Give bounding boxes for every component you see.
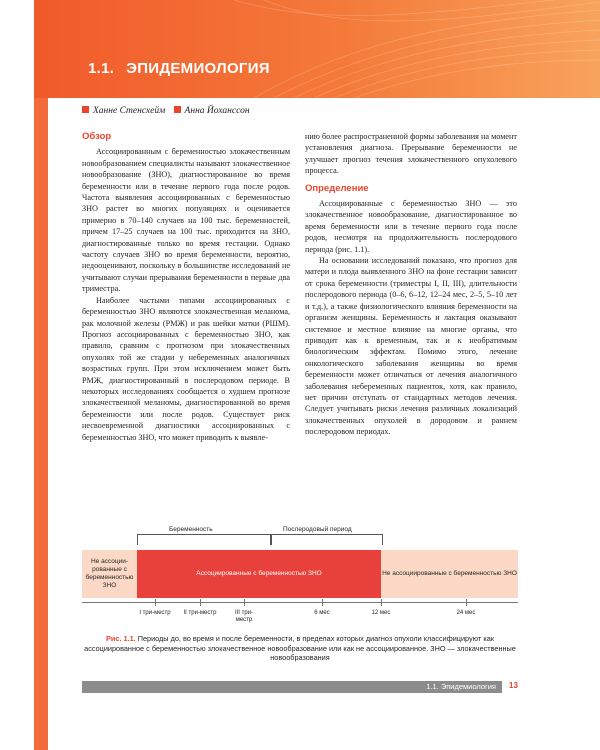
bracket-label-pregnancy: Беременность (166, 526, 216, 533)
tick-label-24-months: 24 мес (456, 610, 476, 616)
right-column (305, 131, 517, 438)
author-name: Анна Йоханссон (184, 106, 250, 116)
side-strip (34, 0, 48, 750)
chapter-title-text: ЭПИДЕМИОЛОГИЯ (126, 60, 270, 77)
box-associated: Ассоциированные с беременностью ЗНО (137, 550, 381, 598)
author-marker-icon (174, 106, 181, 113)
figure-timeline (82, 524, 518, 634)
tick (155, 599, 156, 606)
paragraph: Ассоциированные с беременностью ЗНО — это злокачественное новообразование, диагностированное во время беременности или в течение первого года после родов, несмотря на продолжительность послеродового периода (рис. 1.1). (305, 199, 517, 254)
paragraph: Наиболее частыми типами ассоциированных с беременностью ЗНО являются злокачественная меланома, рак молочной железы (РМЖ) и рак шейки матки (РШМ). Прогноз ассоциированных с беременностью ЗНО, как правило, сравним с прогнозом при злокачественных опухолях той же стадии у небеременных аналогичных возрастных групп. При этом исключением может быть РМЖ, диагностированный в послеродовом периоде. В некоторых исследованиях сообщается о худшем прогнозе злокачественной меланомы, диагностированной во время беременности или после родов. Существует риск несвоевременной диагностики ассоциированных с беременностью ЗНО, что может приводить к выявле- (82, 295, 290, 442)
bracket-pregnancy (137, 534, 272, 545)
tick-label-trimester-1: I три-местр (139, 610, 171, 616)
figure-caption (82, 634, 518, 663)
tick (381, 599, 382, 606)
tick (200, 599, 201, 606)
timeline-axis (82, 602, 518, 603)
tick-label-trimester-3: III три-местр (234, 610, 254, 623)
tick-label-6-months: 6 мес (314, 610, 330, 616)
box-not-associated-after: Не ассоциированные с беременностью ЗНО (381, 550, 518, 598)
left-column (82, 131, 290, 443)
bracket-postpartum (270, 534, 383, 545)
author-name: Ханне Стенсхейм (93, 106, 166, 116)
footer-section-title: 1.1. Эпидемиология (426, 682, 496, 691)
authors-line (82, 106, 256, 116)
author-marker-icon (82, 106, 89, 113)
tick (466, 599, 467, 606)
paragraph: На основании исследований показано, что прогноз для матери и плода выявленного ЗНО на фоне гестации зависит от срока беременности (триместры I, II, III), длительности послеродового периода (0–6, 6–12, 12–24 мес, 2–5, 5–10 лет и т.д.), а также физиологического влияния беременности на организм женщины. Беременность и лактация оказывают системное и местное влияние на многие органы, что приводит как к временным, так и к необратимым биологическим эффектам. Помимо этого, лечение онкологического заболевания женщины во время беременности может отличаться от лечения аналогичного заболевания небеременных пациенток, хотя, как правило, нет причин отступать от стандартных методов лечения. Следует учитывать риски лечения различных локализаций злокачественных опухолей в дородовом и раннем послеродовом периодах. (305, 256, 517, 437)
header-wave-decoration (34, 0, 600, 98)
tick-label-trimester-2: II три-местр (183, 610, 217, 616)
paragraph: Ассоциированным с беременностью злокачественным новообразованием специалисты называют злокачественное новообразование (ЗНО), диагностированное во время беременности или в течение первого года после родов. Частота выявления ассоциированных с беременностью ЗНО растет во многих популяциях и оценивается примерно в 70–140 случаев на 100 тыс. беременностей, причем 17–25 случаев на 100 тыс. приходится на ЗНО, диагностированные только во время гестации. Однако частоту случаев ЗНО во время беременности, вероятно, недооценивают, поскольку в большинстве исследований не учитывают случаи прерывания беременности в первые два триместра. (82, 147, 290, 294)
tick (244, 599, 245, 606)
section-heading-overview: Обзор (82, 131, 112, 142)
chapter-header (34, 0, 600, 98)
section-heading-definition: Определение (305, 182, 369, 194)
caption-text: Периоды до, во время и после беременности, в пределах которых диагноз опухоли классифицируют как ассоциированное с беременностью злокачественное новообразование или как не ассоциированное. ЗНО — злокачественные новообразования (84, 634, 516, 663)
chapter-title (88, 60, 270, 77)
bracket-label-postpartum: Послеродовый период (280, 526, 355, 533)
footer-bar (82, 681, 502, 693)
paragraph-continuation: нию более распространенной формы заболевания на момент установления диагноза. Прерывание беременности не улучшает прогноз течения злокачественного опухолевого процесса. (305, 132, 517, 176)
tick-label-12-months: 12 мес (371, 610, 391, 616)
page-number: 13 (509, 681, 518, 690)
tick (322, 599, 323, 606)
caption-label: Рис. 1.1. (106, 634, 136, 643)
box-not-associated-before: Не ассоции-рованные с беременностью ЗНО (82, 550, 137, 598)
chapter-number: 1.1. (88, 60, 115, 77)
